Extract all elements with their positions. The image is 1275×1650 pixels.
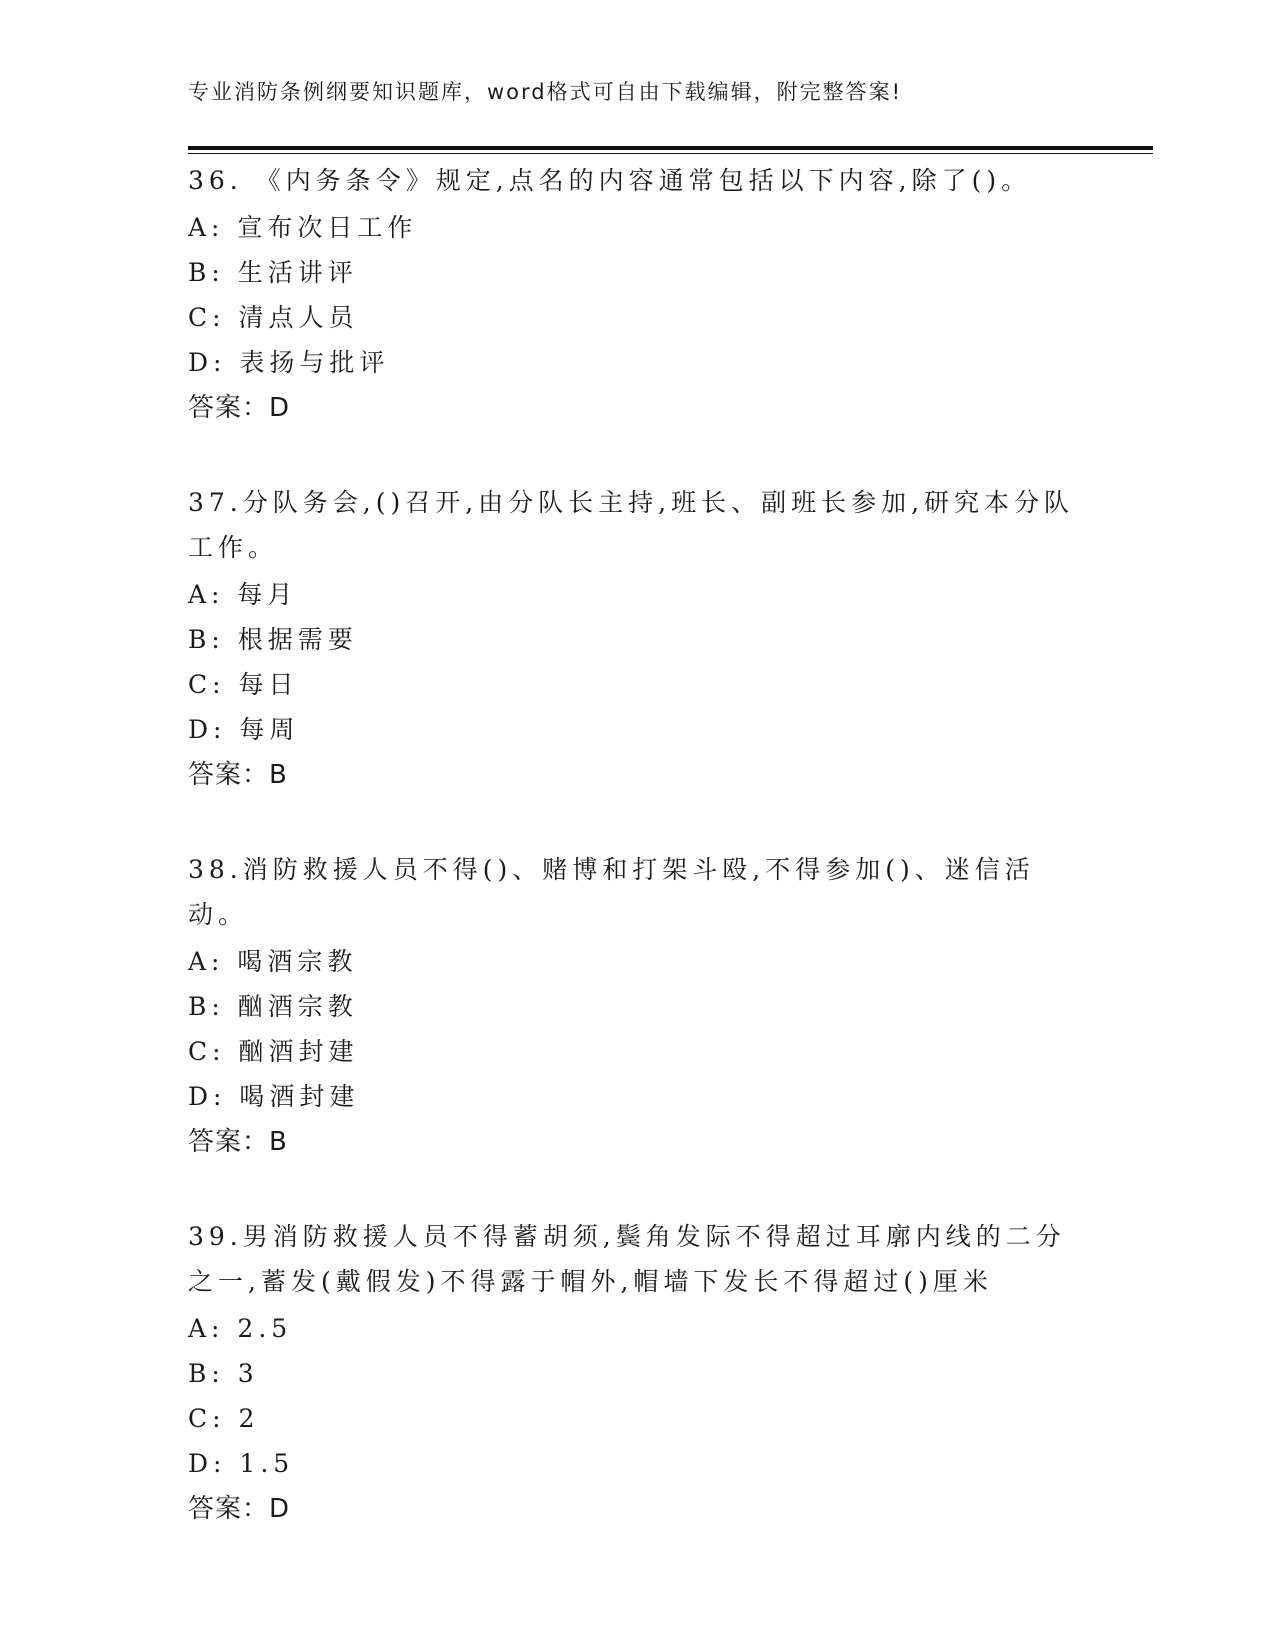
question-text: 39.男消防救援人员不得蓄胡须,鬓角发际不得超过耳廓内线的二分之一,蓄发(戴假发)不得露于帽外,帽墙下发长不得超过()厘米: [188, 1222, 1066, 1296]
header-rule-thick: [188, 146, 1153, 150]
option-c: C: 2: [188, 1404, 260, 1433]
option-a: A: 喝酒宗教: [188, 947, 358, 976]
option-b: B: 生活讲评: [188, 258, 358, 287]
answer-line: 答案：B: [188, 1127, 288, 1157]
option-b: B: 根据需要: [188, 625, 358, 654]
question-gap: [188, 431, 1088, 477]
option-c: C: 每日: [188, 670, 299, 699]
question-37: [188, 477, 1088, 798]
question-text: 37.分队务会,()召开,由分队长主持,班长、副班长参加,研究本分队工作。: [188, 488, 1075, 562]
option-c: C: 清点人员: [188, 303, 359, 332]
option-a: A: 宣布次日工作: [188, 213, 418, 242]
option-b: B: 酗酒宗教: [188, 992, 358, 1021]
header-rule-thin: [188, 153, 1153, 154]
question-38: [188, 844, 1088, 1165]
option-d: D: 1.5: [188, 1449, 295, 1478]
question-text: 38.消防救援人员不得()、赌博和打架斗殴,不得参加()、迷信活动。: [188, 855, 1035, 929]
page-header: 专业消防条例纲要知识题库，word格式可自由下载编辑，附完整答案!: [188, 80, 903, 104]
answer-line: 答案：B: [188, 760, 288, 790]
question-list: [188, 155, 1088, 1532]
option-d: D: 表扬与批评: [188, 348, 390, 377]
answer-line: 答案：D: [188, 1494, 291, 1524]
option-d: D: 每周: [188, 715, 300, 744]
question-36: [188, 155, 1088, 431]
option-a: A: 每月: [188, 580, 298, 609]
option-b: B: 3: [188, 1359, 259, 1388]
answer-line: 答案：D: [188, 393, 291, 423]
question-gap: [188, 1165, 1088, 1211]
option-c: C: 酗酒封建: [188, 1037, 359, 1066]
question-text: 36. 《内务条令》规定,点名的内容通常包括以下内容,除了()。: [188, 166, 1032, 195]
question-39: [188, 1211, 1088, 1532]
option-d: D: 喝酒封建: [188, 1082, 360, 1111]
option-a: A: 2.5: [188, 1314, 293, 1343]
question-gap: [188, 798, 1088, 844]
